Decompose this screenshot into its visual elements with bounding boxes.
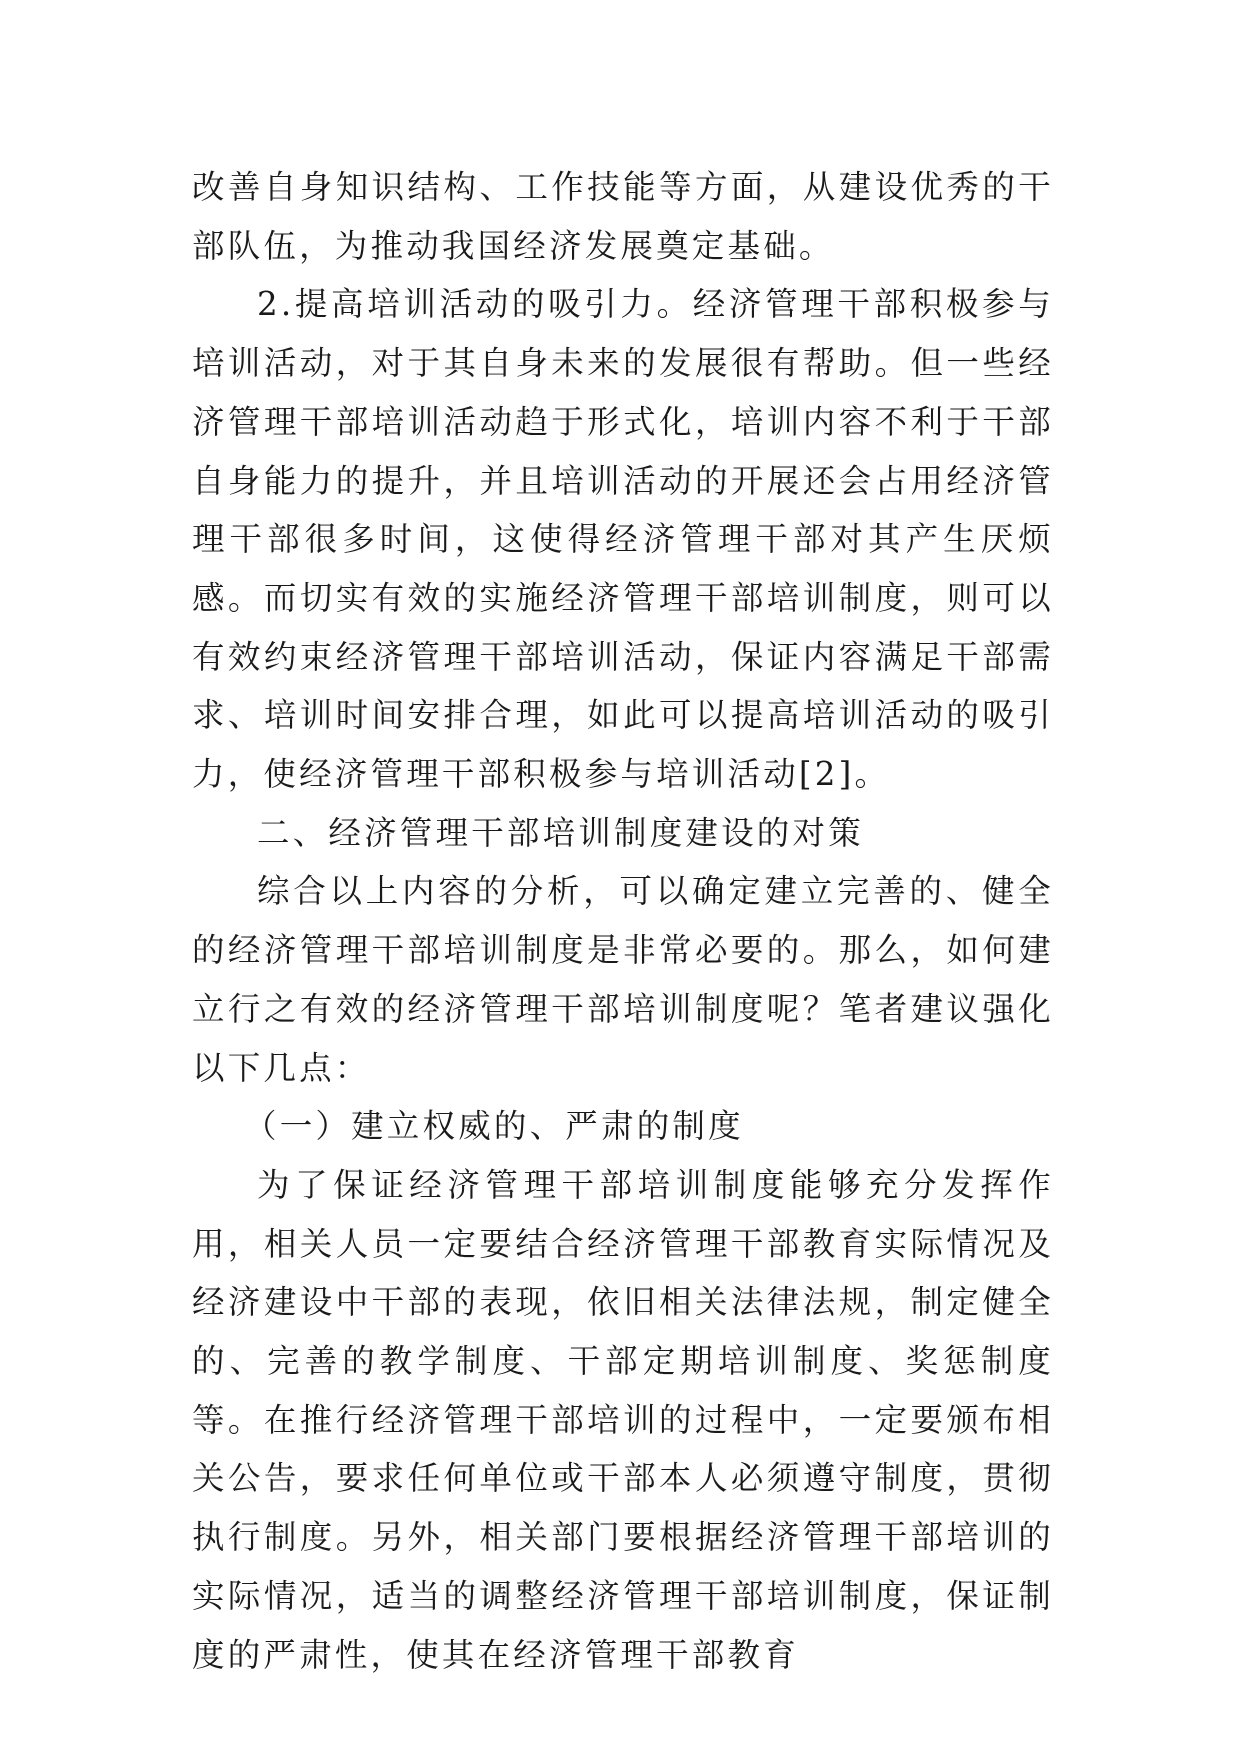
document-body <box>192 158 1054 1684</box>
paragraph-continuation: 改善自身知识结构、工作技能等方面，从建设优秀的干部队伍，为推动我国经济发展奠定基础。 <box>192 168 1054 265</box>
paragraph-authoritative-system: 为了保证经济管理干部培训制度能够充分发挥作用，相关人员一定要结合经济管理干部教育实际情况及经济建设中干部的表现，依旧相关法律法规，制定健全的、完善的教学制度、干部定期培训制度、奖惩制度等。在推行经济管理干部培训的过程中，一定要颁布相关公告，要求任何单位或干部本人必须遵守制度，贯彻执行制度。另外，相关部门要根据经济管理干部培训的实际情况，适当的调整经济管理干部培训制度，保证制度的严肃性，使其在经济管理干部教育 <box>192 1165 1054 1674</box>
section-heading: 二、经济管理干部培训制度建设的对策 <box>257 813 864 852</box>
subsection-heading: （一）建立权威的、严肃的制度 <box>244 1107 744 1146</box>
paragraph-analysis-summary: 综合以上内容的分析，可以确定建立完善的、健全的经济管理干部培训制度是非常必要的。那么，如何建立行之有效的经济管理干部培训制度呢？笔者建议强化以下几点： <box>192 872 1054 1087</box>
paragraph-training-attraction: 2.提高培训活动的吸引力。经济管理干部积极参与培训活动，对于其自身未来的发展很有帮助。但一些经济管理干部培训活动趋于形式化，培训内容不利于干部自身能力的提升，并且培训活动的开展还会占用经济管理干部很多时间，这使得经济管理干部对其产生厌烦感。而切实有效的实施经济管理干部培训制度，则可以有效约束经济管理干部培训活动，保证内容满足干部需求、培训时间安排合理，如此可以提高培训活动的吸引力，使经济管理干部积极参与培训活动[2]。 <box>192 285 1054 794</box>
